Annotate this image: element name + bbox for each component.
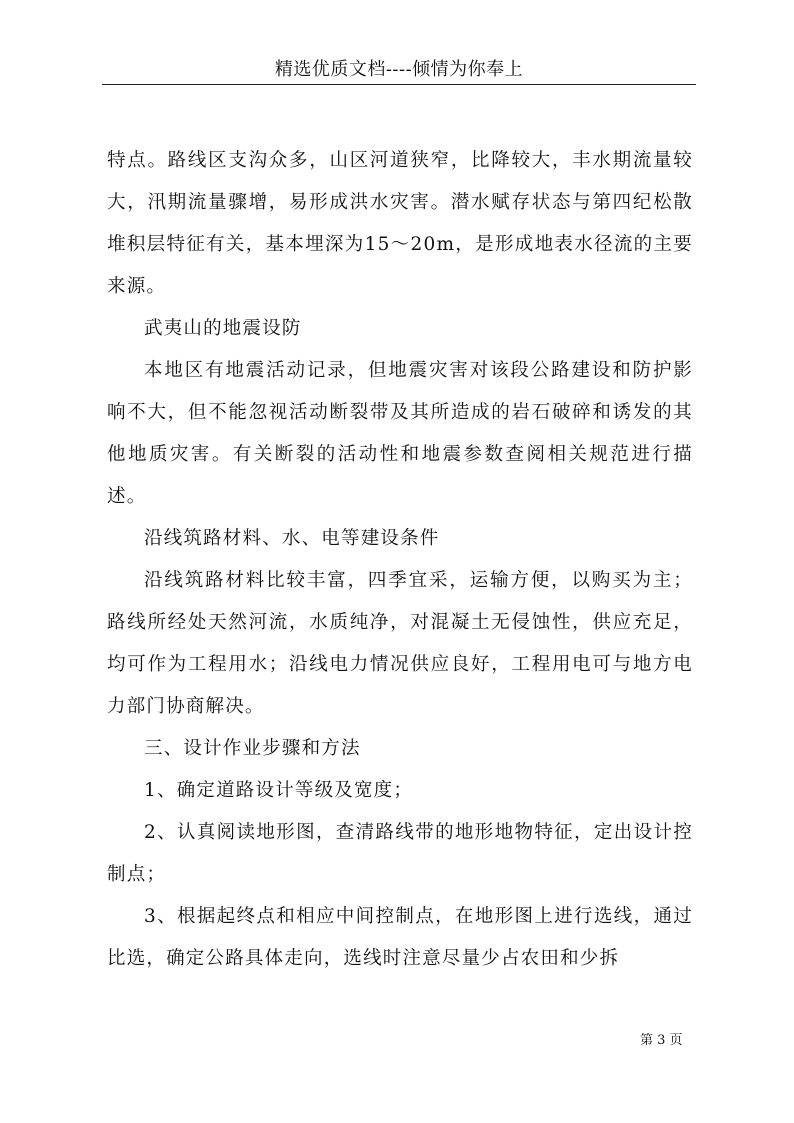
list-item-step-3: 3、根据起终点和相应中间控制点，在地形图上进行选线，通过比选，确定公路具体走向，选线时注意尽量少占农田和少拆 bbox=[107, 906, 693, 969]
paragraph-seismic: 本地区有地震活动记录，但地震灾害对该段公路建设和防护影响不大，但不能忽视活动断裂带及其所造成的岩石破碎和诱发的其他地质灾害。有关断裂的活动性和地震参数查阅相关规范进行描述。 bbox=[107, 360, 693, 507]
page-header: 精选优质文档----倾情为你奉上 bbox=[274, 59, 524, 80]
paragraph-materials: 沿线筑路材料比较丰富，四季宜采，运输方便，以购买为主；路线所经处天然河流，水质纯净，对混凝土无侵蚀性，供应充足，均可作为工程用水；沿线电力情况供应良好，工程用电可与地方电力部门协商解决。 bbox=[107, 570, 693, 717]
header-divider bbox=[102, 84, 696, 85]
document-body bbox=[107, 140, 693, 980]
list-item-step-1: 1、确定道路设计等级及宽度； bbox=[144, 780, 414, 801]
page-number: 第 3 页 bbox=[640, 1033, 683, 1048]
list-item-step-2: 2、认真阅读地形图，查清路线带的地形地物特征，定出设计控制点； bbox=[107, 822, 693, 885]
section-heading-seismic: 武夷山的地震设防 bbox=[144, 318, 302, 339]
section-heading-design-steps: 三、设计作业步骤和方法 bbox=[144, 738, 361, 759]
section-heading-materials: 沿线筑路材料、水、电等建设条件 bbox=[144, 528, 440, 549]
paragraph-hydrology: 特点。路线区支沟众多，山区河道狭窄，比降较大，丰水期流量较大，汛期流量骤增，易形成洪水灾害。潜水赋存状态与第四纪松散堆积层特征有关，基本埋深为15～20m，是形成地表水径流的主要来源。 bbox=[107, 150, 693, 297]
